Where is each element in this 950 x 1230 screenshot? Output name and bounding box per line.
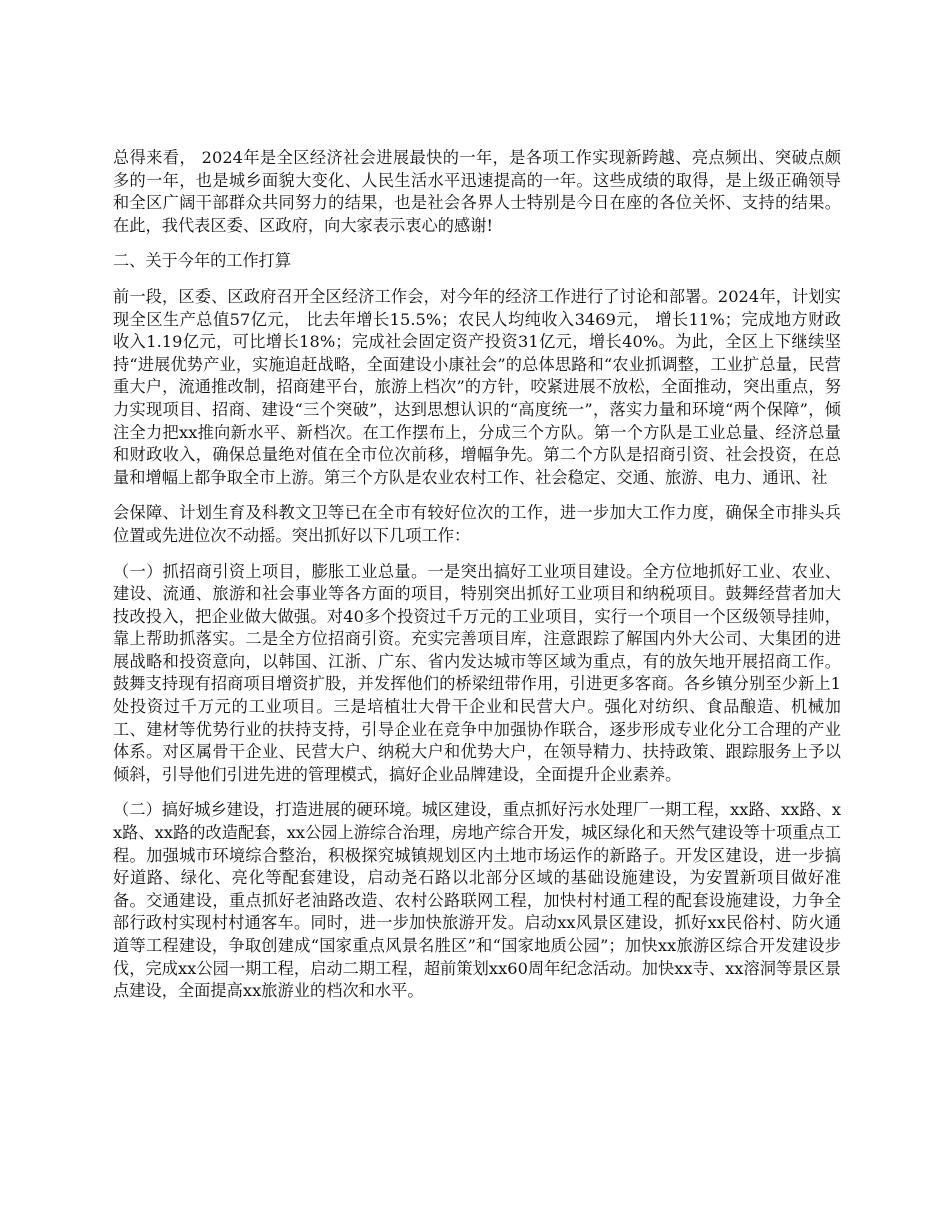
paragraph-plan: 前一段，区委、区政府召开全区经济工作会，对今年的经济工作进行了讨论和部署。2024年，计划实现全区生产总值57亿元， 比去年增长15.5%；农民人均纯收入3469元， 增长11%；完成地方财政收入1.19亿元，可比增长18%；完成社会固定资产投资31亿元，增长40%。为此，全区上下继续坚持“进展优势产业，实施追赶战略，全面建设小康社会”的总体思路和“农业抓调整，工业扩总量，民营重大户，流通推改制，招商建平台，旅游上档次”的方针，咬紧进展不放松，全面推动，突出重点，努力实现项目、招商、建设“三个突破”，达到思想认识的“高度统一”，落实力量和环境“两个保障”，倾注全力把xx推向新水平、新档次。在工作摆布上，分成三个方队。第一个方队是工业总量、经济总量和财政收入，确保总量绝对值在全市位次前移，增幅争先。第二个方队是招商引资、社会投资，在总量和增幅上都争取全市上游。第三个方队是农业农村工作、社会稳定、交通、旅游、电力、通讯、社 bbox=[113, 286, 841, 487]
section-heading: 二、关于今年的工作打算 bbox=[113, 251, 292, 271]
paragraph-item-1: （一）抓招商引资上项目，膨胀工业总量。一是突出搞好工业项目建设。全方位地抓好工业、农业、建设、流通、旅游和社会事业等各方面的项目，特别突出抓好工业项目和纳税项目。鼓舞经营者加大技改投入，把企业做大做强。对40多个投资过千万元的工业项目，实行一个项目一个区级领导挂帅，靠上帮助抓落实。二是全方位招商引资。充实完善项目库，注意跟踪了解国内外大公司、大集团的进展战略和投资意向，以韩国、江浙、广东、省内发达城市等区域为重点，有的放矢地开展招商工作。鼓舞支持现有招商项目增资扩股，并发挥他们的桥梁纽带作用，引进更多客商。各乡镇分别至少新上1处投资过千万元的工业项目。三是培植壮大骨干企业和民营大户。强化对纺织、食品酿造、机械加工、建材等优势行业的扶持支持，引导企业在竞争中加强协作联合，逐步形成专业化分工合理的产业体系。对区属骨干企业、民营大户、纳税大户和优势大户，在领导精力、扶持政策、跟踪服务上予以倾斜，引导他们引进先进的管理模式，搞好企业品牌建设，全面提升企业素养。 bbox=[113, 561, 841, 784]
document-body bbox=[113, 147, 841, 1016]
paragraph-item-2: （二）搞好城乡建设，打造进展的硬环境。城区建设，重点抓好污水处理厂一期工程，xx路、xx路、xx路、xx路的改造配套，xx公园上游综合治理，房地产综合开发，城区绿化和天然气建设等十项重点工程。加强城市环境综合整治，积极探究城镇规划区内土地市场运作的新路子。开发区建设，进一步搞好道路、绿化、亮化等配套建设，启动尧石路以北部分区域的基础设施建设，为安置新项目做好准备。交通建设，重点抓好老油路改造、农村公路联网工程，加快村村通工程的配套设施建设，力争全部行政村实现村村通客车。同时，进一步加快旅游开发。启动xx风景区建设，抓好xx民俗村、防火通道等工程建设，争取创建成“国家重点风景名胜区”和“国家地质公园”；加快xx旅游区综合开发建设步伐，完成xx公园一期工程，启动二期工程，超前策划xx60周年纪念活动。加快xx寺、xx溶洞等景区景点建设，全面提高xx旅游业的档次和水平。 bbox=[113, 800, 841, 1001]
paragraph-summary: 总得来看， 2024年是全区经济社会进展最快的一年，是各项工作实现新跨越、亮点频出、突破点颇多的一年，也是城乡面貌大变化、人民生活水平迅速提高的一年。这些成绩的取得，是上级正确领导和全区广阔干部群众共同努力的结果，也是社会各界人士特别是今日在座的各位关怀、支持的结果。在此，我代表区委、区政府，向大家表示衷心的感谢! bbox=[113, 148, 841, 235]
paragraph-plan-continued: 会保障、计划生育及科教文卫等已在全市有较好位次的工作，进一步加大工作力度，确保全市排头兵位置或先进位次不动摇。突出抓好以下几项工作： bbox=[113, 503, 841, 545]
